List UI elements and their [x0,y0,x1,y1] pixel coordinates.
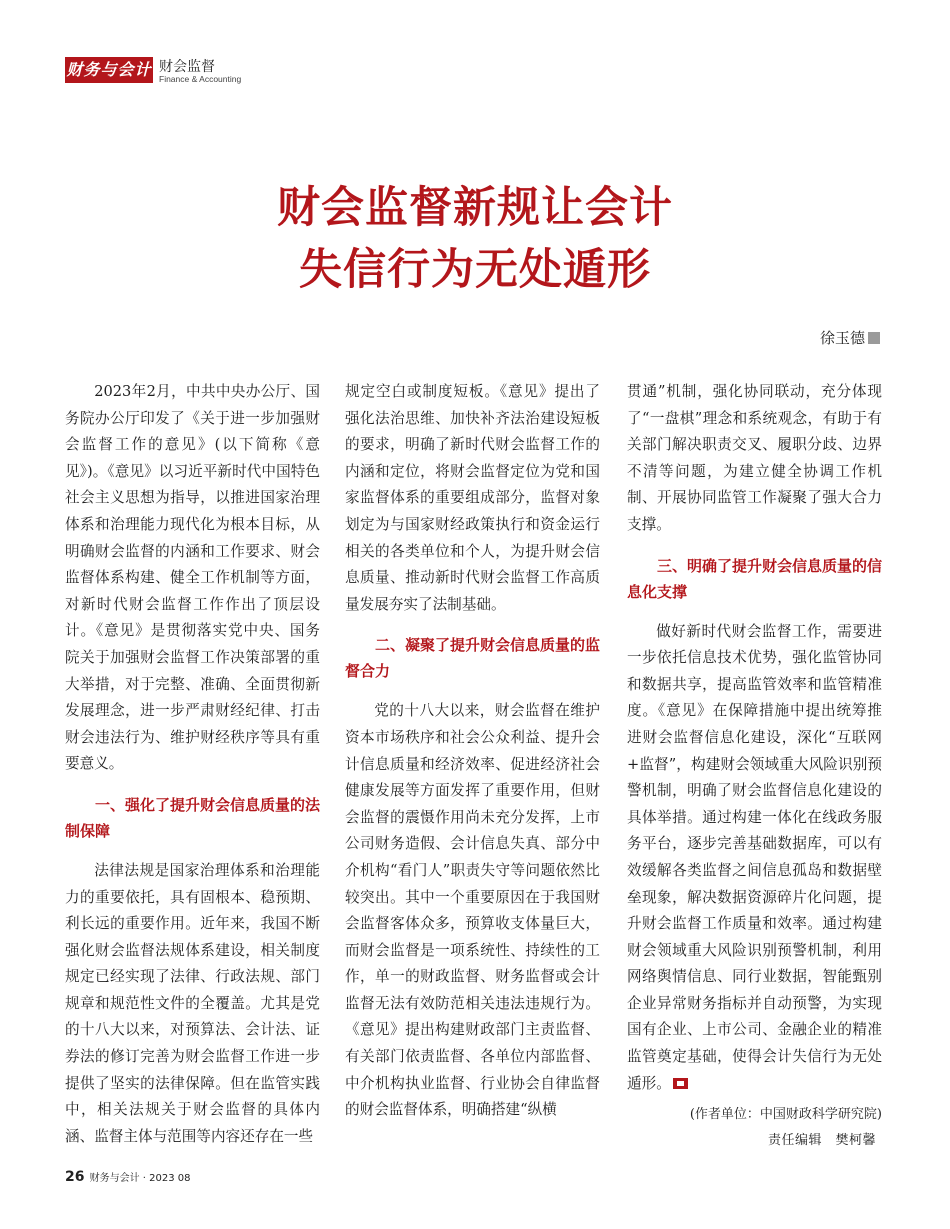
intro-paragraph: 2023年2月，中共中央办公厅、国务院办公厅印发了《关于进一步加强财会监督工作的意见》(以下简称《意见》)。《意见》以习近平新时代中国特色社会主义思想为指导，以推进国家治理体系和治理能力现代化为根本目标，从明确财会监督的内涵和工作要求、财会监督体系构建、健全工作机制等方面，对新时代财会监督工作作出了顶层设计。《意见》是贯彻落实党中央、国务院关于加强财会监督工作决策部署的重大举措，对于完整、准确、全面贯彻新发展理念，进一步严肃财经纪律、打击财会违法行为、维护财经秩序等具有重要意义。 [65,383,320,773]
section1-paragraph-continued: 规定空白或制度短板。《意见》提出了强化法治思维、加快补齐法治建设短板的要求，明确了新时代财会监督工作的内涵和定位，将财会监督定位为党和国家监督体系的重要组成部分，监督对象划定为与国家财经政策执行和资金运行相关的各类单位和个人，为提升财会信息质量、推动新时代财会监督工作高质量发展夯实了法制基础。 [345,383,600,613]
column-3 [627,379,882,1153]
article-title-line2: 失信行为无处遁形 [299,245,651,295]
column-2 [345,379,600,1124]
author [820,327,880,348]
section1-paragraph: 法律法规是国家治理体系和治理能力的重要依托，具有固根本、稳预期、利长远的重要作用。近年来，我国不断强化财会监督法规体系建设，相关制度规定已经实现了法律、行政法规、部门规章和规范性文件的全覆盖。尤其是党的十八大以来，对预算法、会计法、证券法的修订完善为财会监督工作进一步提供了坚实的法律保障。但在监管实践中，相关法规关于财会监督的具体内涵、监督主体与范围等内容还存在一些 [65,861,320,1145]
author-square-mark [868,332,880,344]
author-affiliation: (作者单位：中国财政科学研究院) [689,1107,882,1123]
journal-logo: 财务与会计 [65,57,153,83]
section-name-en: Finance & Accounting [159,74,242,84]
section3-paragraph-text: 做好新时代财会监督工作，需要进一步依托信息技术优势，强化监管协同和数据共享，提高监管效率和监管精准度。《意见》在保障措施中提出统筹推进财会监督信息化建设，深化“互联网+监督”，构建财会领域重大风险识别预警机制，明确了财会监督信息化建设的具体举措。通过构建一体化在线政务服务平台，逐步完善基础数据库，可以有效缓解各类监督之间信息孤岛和数据壁垒现象，解决数据资源碎片化问题，提升财会监督工作质量和效率。通过构建财会领域重大风险识别预警机制，利用网络舆情信息、同行业数据，智能甄别企业异常财务指标并自动预警，为实现国有企业、上市公司、金融企业的精准监管奠定基础，使得会计失信行为无处遁形。 [627,622,882,1092]
responsible-editor: 责任编辑 樊柯馨 [767,1133,876,1149]
section2-paragraph: 党的十八大以来，财会监督在维护资本市场秩序和社会公众利益、提升会计信息质量和经济效率、促进经济社会健康发展等方面发挥了重要作用，但财会监督的震慑作用尚未充分发挥，上市公司财务造假、会计信息失真、部分中介机构“看门人”职责失守等问题依然比较突出。其中一个重要原因在于我国财会监督客体众多，预算收支体量巨大，而财会监督是一项系统性、持续性的工作，单一的财政监督、财务监督或会计监督无法有效防范相关违法违规行为。《意见》提出构建财政部门主责监督、有关部门依责监督、各单位内部监督、中介机构执业监督、行业协会自律监督的财会监督体系，明确搭建“纵横 [345,702,600,1119]
author-name: 徐玉德 [819,329,865,347]
journal-issue: 财务与会计 · 2023 08 [89,1173,191,1184]
section3-heading: 三、明确了提升财会信息质量的信息化支撑 [627,556,883,601]
section2-heading: 二、凝聚了提升财会信息质量的监督合力 [345,636,601,681]
section1-heading: 一、强化了提升财会信息质量的法制保障 [65,795,321,840]
article-title-line1: 财会监督新规让会计 [277,183,673,233]
article-end-icon [673,1078,688,1089]
page-footer [65,1166,190,1185]
page-number: 26 [65,1169,85,1185]
column-1 [65,379,320,1150]
section2-paragraph-continued: 贯通”机制，强化协同联动，充分体现了“一盘棋”理念和系统观念，有助于有关部门解决职责交叉、履职分歧、边界不清等问题，为建立健全协调工作机制、开展协同监管工作凝聚了强大合力支撑。 [627,383,882,533]
section-name: 财会监督 [159,59,215,75]
section3-paragraph [627,619,882,1098]
